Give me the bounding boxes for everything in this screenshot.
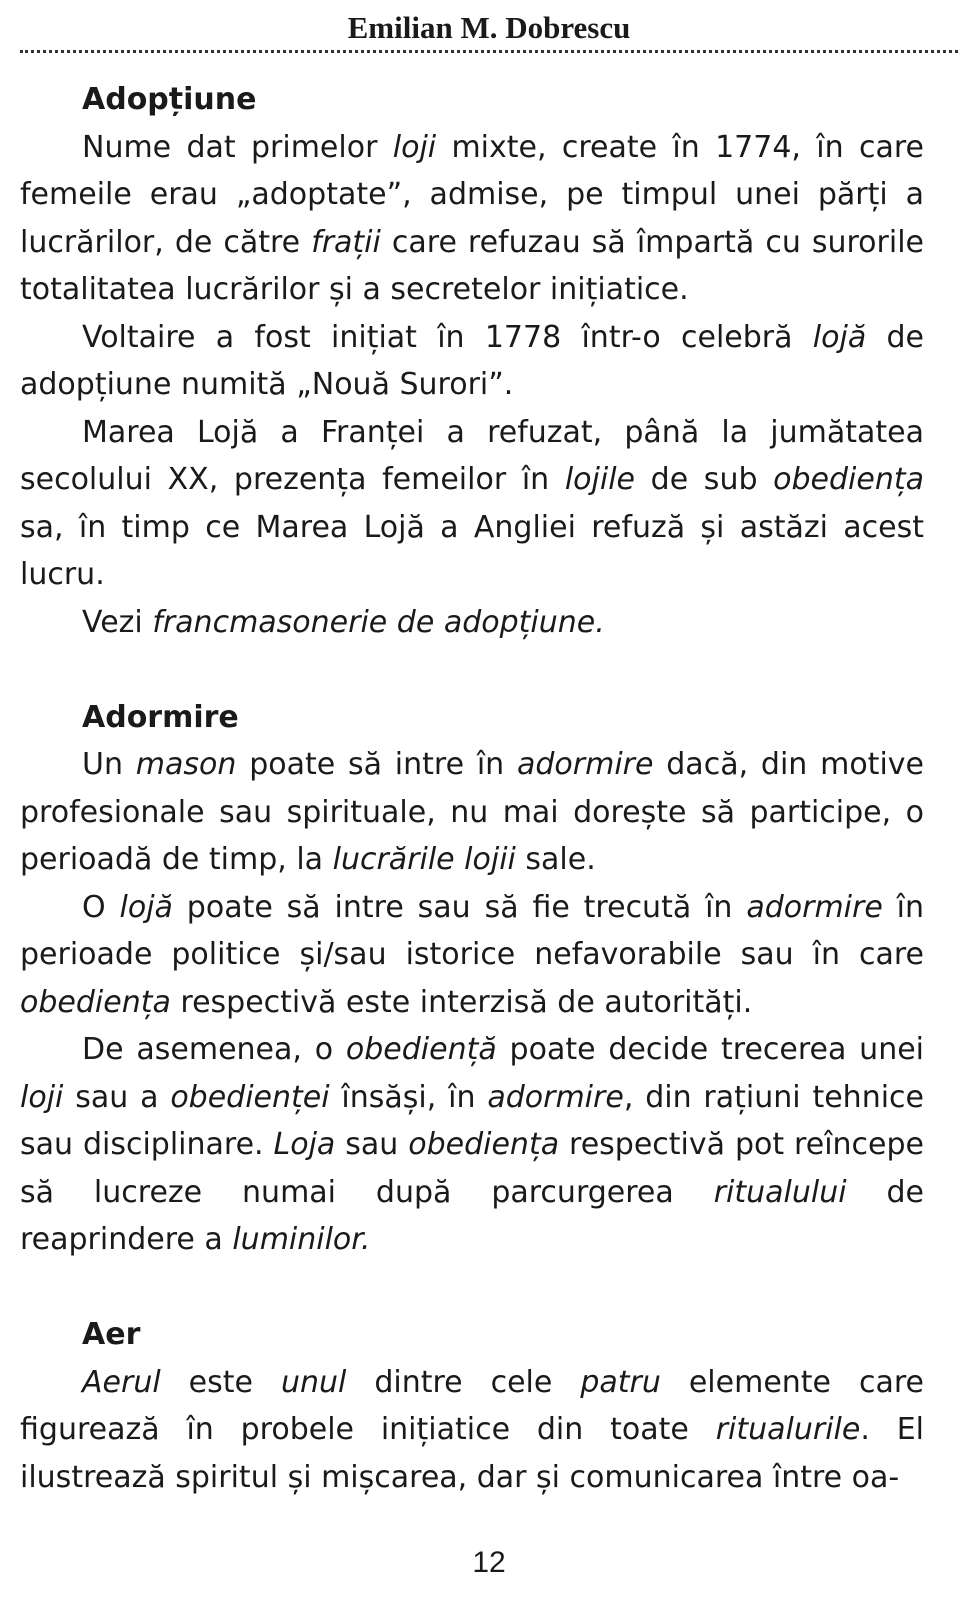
italic-term: frații xyxy=(311,224,381,260)
italic-term: obedienței xyxy=(170,1079,330,1115)
entry-title: Adormire xyxy=(82,699,239,735)
text-run: Vezi xyxy=(82,604,153,640)
page-number: 12 xyxy=(472,1546,506,1579)
text-run: de sub xyxy=(635,462,774,497)
text-run: respectivă este interzisă de autorități. xyxy=(170,984,753,1020)
italic-term: ritualurile xyxy=(715,1412,861,1447)
header-dotted-rule xyxy=(20,50,958,53)
text-run: de adopțiune numită „Nouă Surori”. xyxy=(20,319,924,402)
text-run: mixte, create în 1774, în care femeile erau „adoptate”, admise, pe timpul unei părți a lucrărilor, de către xyxy=(20,129,924,260)
text-run: respectivă pot reîncepe să lucreze numai după parcurgerea xyxy=(20,1127,924,1210)
text-run: însăși, în xyxy=(329,1079,488,1115)
entry-paragraph xyxy=(20,884,924,1027)
text-run: Voltaire a fost inițiat în 1778 într-o celebră xyxy=(82,319,813,355)
italic-term: obediența xyxy=(408,1127,560,1162)
text-run: sa, în timp ce Marea Lojă a Angliei refuză și astăzi acest lucru. xyxy=(20,509,924,592)
dictionary-body xyxy=(20,76,924,1501)
entry-paragraph xyxy=(20,124,924,314)
italic-term: mason xyxy=(135,747,237,782)
text-run: dintre cele xyxy=(346,1364,581,1400)
text-run: dacă, din motive profesionale sau spirituale, nu mai dorește să participe, o perioadă de timp, la xyxy=(20,747,924,877)
text-run: care refuzau să împartă cu surorile totalitatea lucrărilor și a secretelor inițiatice. xyxy=(20,224,924,307)
entry-paragraph xyxy=(20,1026,924,1264)
entry-title: Adopțiune xyxy=(82,82,257,117)
text-run: în perioade politice și/sau istorice nefavorabile sau în care xyxy=(20,889,925,972)
text-run: Un xyxy=(82,747,136,782)
text-run: de reaprindere a xyxy=(20,1174,924,1257)
italic-term: ritualului xyxy=(713,1174,847,1210)
italic-term: obediența xyxy=(20,984,171,1020)
italic-term: patru xyxy=(580,1364,661,1400)
italic-term: unul xyxy=(280,1364,347,1400)
italic-term: adormire xyxy=(517,747,654,782)
text-run: . El ilustrează spiritul și mișcarea, dar și comunicarea între oa- xyxy=(20,1412,924,1495)
dictionary-entry xyxy=(20,76,924,646)
italic-term: obediența xyxy=(773,462,925,497)
italic-term: loji xyxy=(392,129,437,165)
italic-term: Aerul xyxy=(82,1364,161,1400)
italic-term: obediență xyxy=(345,1032,497,1067)
text-run: O xyxy=(82,889,120,925)
italic-term: luminilor. xyxy=(232,1222,371,1257)
italic-term: Loja xyxy=(273,1127,336,1162)
italic-term: adormire xyxy=(746,889,883,925)
text-run: poate să intre în xyxy=(236,747,517,782)
italic-term: adormire xyxy=(487,1079,624,1115)
italic-term: lucrările lojii xyxy=(332,842,516,877)
text-run: sau a xyxy=(63,1079,171,1115)
entry-paragraph xyxy=(20,1359,924,1502)
italic-term: loji xyxy=(20,1079,64,1115)
text-run: Marea Lojă a Franței a refuzat, până la jumătatea secolului XX, prezența femeilor în xyxy=(20,414,924,497)
text-run: elemente care figurează în probele inițiatice din toate xyxy=(20,1364,925,1447)
dictionary-entry xyxy=(20,694,924,1264)
italic-term: lojile xyxy=(564,462,635,497)
entry-paragraph xyxy=(20,741,924,884)
italic-term: lojă xyxy=(119,889,173,925)
entry-title: Aer xyxy=(82,1317,141,1352)
text-run: poate decide trecerea unei xyxy=(496,1032,925,1067)
entry-paragraph xyxy=(20,409,924,599)
entry-paragraph xyxy=(20,599,924,647)
italic-term: lojă xyxy=(812,319,867,355)
text-run: poate să intre sau să fie trecută în xyxy=(172,889,747,925)
text-run: De asemenea, o xyxy=(82,1032,346,1067)
text-run: sau xyxy=(335,1127,409,1162)
text-run: este xyxy=(160,1364,281,1400)
entry-paragraph xyxy=(20,314,924,409)
text-run: , din rațiuni tehnice sau disciplinare. xyxy=(20,1079,924,1162)
running-header-author: Emilian M. Dobrescu xyxy=(347,10,631,45)
text-run: Nume dat primelor xyxy=(82,129,393,165)
text-run: sale. xyxy=(515,842,596,877)
dictionary-entry xyxy=(20,1311,924,1501)
italic-term: francmasonerie de adopțiune. xyxy=(152,604,605,640)
